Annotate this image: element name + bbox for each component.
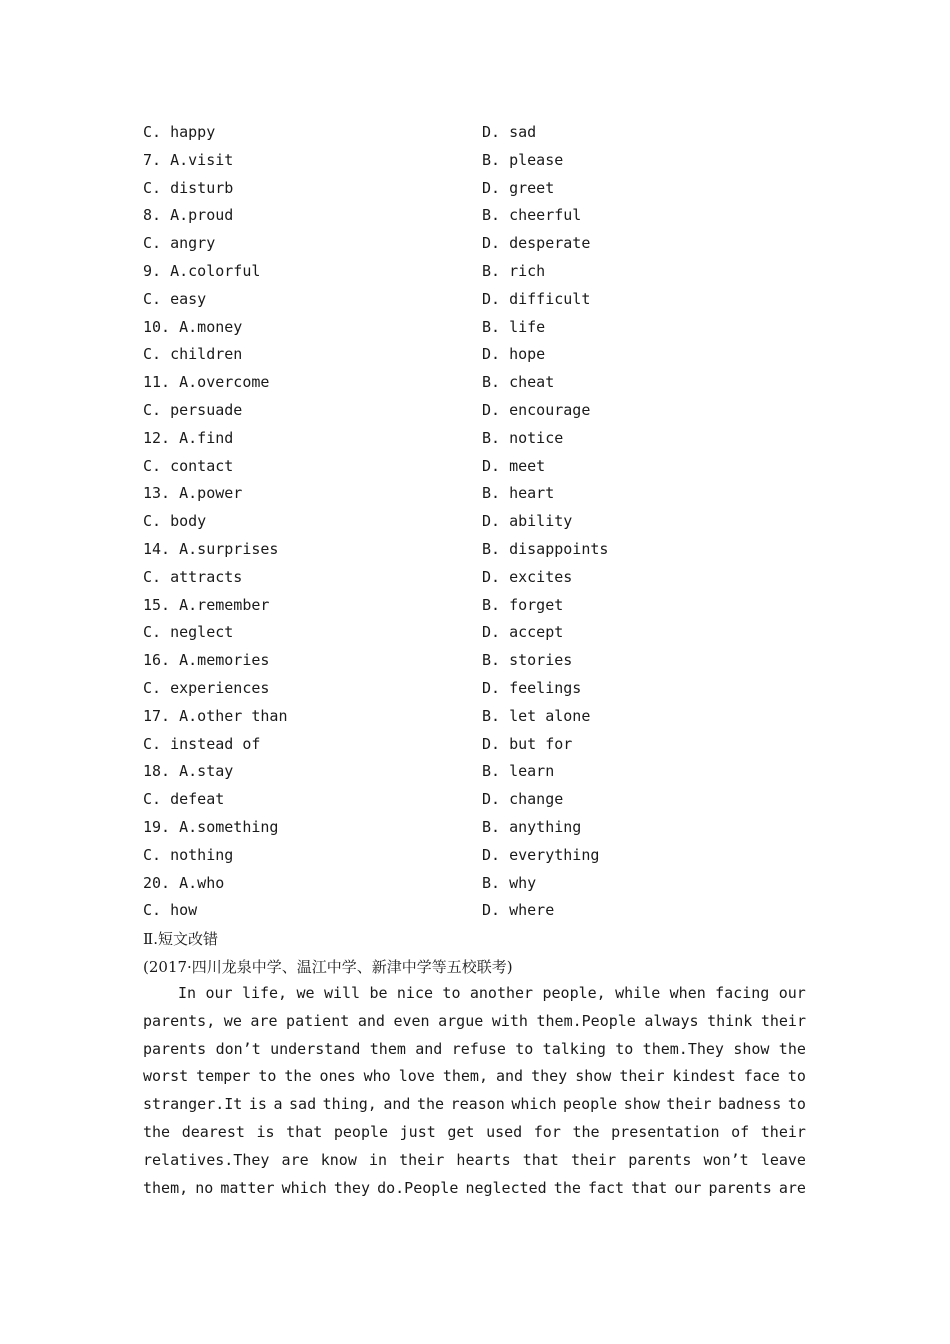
passage-word: while <box>615 984 661 1002</box>
passage-line <box>143 1175 806 1203</box>
option-left: 14. A.surprises <box>143 539 279 558</box>
option-right: D. ability <box>482 512 573 531</box>
option-right: D. encourage <box>482 400 591 419</box>
option-row <box>143 536 823 564</box>
option-right: B. rich <box>482 261 546 280</box>
option-row <box>143 786 823 814</box>
passage-word: always <box>644 1011 699 1030</box>
option-right: D. desperate <box>482 234 591 253</box>
passage-word: are <box>281 1150 309 1169</box>
option-right: B. stories <box>482 651 573 670</box>
passage-word: the <box>284 1067 312 1086</box>
option-left: C. easy <box>143 289 207 308</box>
option-left: C. attracts <box>143 567 243 586</box>
passage-word: and <box>383 1095 411 1114</box>
passage-word: is <box>248 1095 267 1114</box>
passage-word: we <box>223 1011 242 1030</box>
option-row <box>143 758 823 786</box>
option-row <box>143 286 823 314</box>
option-row <box>143 425 823 453</box>
option-row <box>143 369 823 397</box>
passage-word: people, <box>542 984 606 1002</box>
option-row <box>143 870 823 898</box>
option-left: 18. A.stay <box>143 762 234 781</box>
passage-word: they <box>333 1178 370 1197</box>
option-row <box>143 147 823 175</box>
passage-word: matter <box>220 1178 275 1197</box>
passage-word: them.They <box>642 1039 724 1058</box>
passage-line <box>143 1063 806 1091</box>
passage-word: their <box>619 1067 665 1086</box>
passage-line <box>143 1119 806 1147</box>
passage-word: be <box>369 984 388 1002</box>
passage-word: their <box>666 1095 712 1114</box>
passage-word: argue <box>438 1011 484 1030</box>
passage-word: get <box>447 1122 475 1141</box>
option-row <box>143 647 823 675</box>
passage-word: their <box>399 1150 445 1169</box>
option-left: 13. A.power <box>143 484 243 503</box>
passage-word: them.People <box>536 1011 636 1030</box>
option-right: D. feelings <box>482 678 582 697</box>
option-row <box>143 564 823 592</box>
option-right: D. but for <box>482 734 573 753</box>
passage-word: In <box>178 984 197 1002</box>
passage-word: parents, <box>143 1011 216 1030</box>
option-right: D. everything <box>482 845 600 864</box>
passage-word: worst <box>143 1067 189 1086</box>
option-left: C. angry <box>143 234 216 253</box>
passage-word: their <box>760 1011 806 1030</box>
option-right: B. anything <box>482 817 582 836</box>
option-row <box>143 842 823 870</box>
passage-word: refuse <box>451 1039 506 1058</box>
passage-line <box>143 980 806 1008</box>
option-right: D. accept <box>482 623 564 642</box>
passage-word: dearest <box>181 1122 245 1141</box>
source-note: (2017·四川龙泉中学、温江中学、新津中学等五校联考) <box>143 958 513 976</box>
passage-word: that <box>522 1150 559 1169</box>
passage-word: facing <box>715 984 770 1002</box>
passage-word: reason <box>450 1095 505 1114</box>
option-right: D. difficult <box>482 289 591 308</box>
option-left: 7. A.visit <box>143 150 234 169</box>
option-right: B. learn <box>482 762 555 781</box>
option-left: 15. A.remember <box>143 595 270 614</box>
passage-word: of <box>731 1122 750 1141</box>
passage-word: used <box>486 1122 523 1141</box>
passage-word: our <box>778 984 806 1002</box>
option-left: C. contact <box>143 456 234 475</box>
passage-word: talking <box>542 1039 606 1058</box>
passage-word: understand <box>270 1039 361 1058</box>
option-left: C. happy <box>143 123 216 141</box>
passage-word: just <box>399 1122 436 1141</box>
passage-word: in <box>368 1150 388 1169</box>
option-row <box>143 258 823 286</box>
passage-word: their <box>760 1122 806 1141</box>
option-right: D. greet <box>482 178 555 197</box>
option-right: B. cheat <box>482 373 555 392</box>
passage-word: which <box>511 1095 557 1114</box>
passage-word: to <box>787 1067 806 1086</box>
option-left: C. nothing <box>143 845 234 864</box>
option-right: B. please <box>482 150 564 169</box>
passage-word: parents <box>143 1039 207 1058</box>
option-row <box>143 675 823 703</box>
passage-word: to <box>787 1095 806 1114</box>
passage-word: the <box>553 1178 581 1197</box>
passage-word: even <box>393 1011 430 1030</box>
passage-word: them <box>369 1039 406 1058</box>
passage-word: parents <box>708 1178 772 1197</box>
passage-word: who <box>363 1067 391 1086</box>
option-right: D. where <box>482 901 555 920</box>
passage-word: to <box>615 1039 634 1058</box>
passage-word: their <box>570 1150 617 1169</box>
passage-word: the <box>417 1095 445 1114</box>
passage-word: parents <box>628 1150 692 1169</box>
option-left: C. body <box>143 512 207 531</box>
option-row <box>143 619 823 647</box>
option-row <box>143 230 823 258</box>
passage-word: to <box>258 1067 277 1086</box>
option-right: D. hope <box>482 345 546 364</box>
passage-word: badness <box>718 1095 782 1114</box>
passage-word: face <box>743 1067 780 1086</box>
option-left: 9. A.colorful <box>143 261 261 280</box>
passage-word: patient <box>286 1011 350 1030</box>
passage-word: our <box>674 1178 702 1197</box>
passage-word: when <box>669 984 706 1002</box>
section-title: Ⅱ.短文改错 <box>143 930 218 948</box>
passage-word: people <box>333 1122 389 1141</box>
option-left: C. persuade <box>143 400 243 419</box>
passage-word: know <box>320 1150 357 1169</box>
passage-word: kindest <box>672 1067 736 1086</box>
passage-word: that <box>631 1178 668 1197</box>
option-left: C. experiences <box>143 678 270 697</box>
option-row <box>143 314 823 342</box>
option-right: B. heart <box>482 484 555 503</box>
passage-word: to <box>515 1039 534 1058</box>
passage-word: people <box>563 1095 618 1114</box>
option-row <box>143 508 823 536</box>
option-row <box>143 897 823 925</box>
option-row <box>143 480 823 508</box>
option-right: B. disappoints <box>482 539 609 558</box>
option-left: 8. A.proud <box>143 206 234 225</box>
passage-word: don’t <box>215 1039 261 1058</box>
option-right: B. life <box>482 317 546 336</box>
option-right: B. why <box>482 873 537 892</box>
option-left: 12. A.find <box>143 428 234 447</box>
passage-word: will <box>323 984 361 1002</box>
passage-word: fact <box>587 1178 625 1197</box>
option-row <box>143 592 823 620</box>
option-left: 10. A.money <box>143 317 243 336</box>
passage-word: they <box>531 1067 568 1086</box>
passage-line <box>143 1147 806 1175</box>
passage-word: is <box>256 1122 275 1141</box>
passage-word: are <box>250 1011 278 1030</box>
passage-word: love <box>398 1067 435 1086</box>
passage-word: nice <box>396 984 434 1002</box>
passage-word: presentation <box>611 1122 720 1141</box>
passage-word: relatives.They <box>143 1150 270 1169</box>
option-row <box>143 731 823 759</box>
passage-word: with <box>491 1011 528 1030</box>
passage-word: show <box>623 1095 660 1114</box>
passage-word: which <box>281 1178 327 1197</box>
option-right: B. notice <box>482 428 564 447</box>
option-right: D. meet <box>482 456 546 475</box>
passage-line <box>143 1008 806 1036</box>
option-row <box>143 814 823 842</box>
option-left: C. defeat <box>143 790 225 809</box>
option-left: 17. A.other than <box>143 706 288 725</box>
passage-word: a <box>273 1095 283 1114</box>
passage-word: the <box>572 1122 600 1141</box>
passage-word: are <box>778 1178 806 1197</box>
option-left: C. disturb <box>143 178 234 197</box>
passage-word: and <box>357 1011 385 1030</box>
error-correction-passage <box>143 980 806 1202</box>
passage-word: won’t <box>703 1150 749 1169</box>
option-row <box>143 703 823 731</box>
option-right: B. let alone <box>482 706 591 725</box>
passage-line <box>143 1036 806 1064</box>
passage-word: our <box>205 984 233 1002</box>
passage-word: do.People <box>377 1178 459 1197</box>
option-right: D. sad <box>482 123 537 141</box>
option-left: C. neglect <box>143 623 234 642</box>
passage-word: we <box>296 984 315 1002</box>
passage-word: temper <box>196 1067 251 1086</box>
option-right: B. forget <box>482 595 564 614</box>
passage-word: neglected <box>465 1178 547 1197</box>
passage-word: show <box>575 1067 612 1086</box>
option-left: 11. A.overcome <box>143 373 270 392</box>
passage-word: that <box>286 1122 323 1141</box>
passage-word: think <box>707 1011 753 1030</box>
option-row <box>143 202 823 230</box>
option-right: D. excites <box>482 567 573 586</box>
passage-word: no <box>195 1178 214 1197</box>
passage-word: life, <box>241 984 288 1002</box>
option-row <box>143 453 823 481</box>
passage-word: stranger.It <box>143 1095 243 1114</box>
passage-word: the <box>143 1122 171 1141</box>
passage-word: sad <box>289 1095 317 1114</box>
passage-word: another <box>469 984 534 1002</box>
passage-word: for <box>533 1122 561 1141</box>
option-row <box>143 119 823 147</box>
passage-word: them, <box>442 1067 488 1086</box>
passage-word: leave <box>760 1150 806 1169</box>
answer-options <box>143 119 823 925</box>
passage-word: to <box>442 984 461 1002</box>
option-left: C. how <box>143 901 198 920</box>
option-left: C. instead of <box>143 734 261 753</box>
passage-word: ones <box>319 1067 356 1086</box>
passage-word: and <box>415 1039 443 1058</box>
passage-word: the <box>778 1039 806 1058</box>
passage-word: them, <box>143 1178 189 1197</box>
passage-word: thing, <box>322 1095 377 1114</box>
option-row <box>143 341 823 369</box>
passage-word: hearts <box>456 1150 511 1169</box>
passage-word: show <box>733 1039 770 1058</box>
option-left: 20. A.who <box>143 873 225 892</box>
passage-word: and <box>496 1067 524 1086</box>
option-row <box>143 397 823 425</box>
passage-line <box>143 1091 806 1119</box>
option-right: B. cheerful <box>482 206 582 225</box>
option-left: 16. A.memories <box>143 651 270 670</box>
option-row <box>143 175 823 203</box>
option-left: 19. A.something <box>143 817 279 836</box>
option-right: D. change <box>482 790 564 809</box>
option-left: C. children <box>143 345 243 364</box>
